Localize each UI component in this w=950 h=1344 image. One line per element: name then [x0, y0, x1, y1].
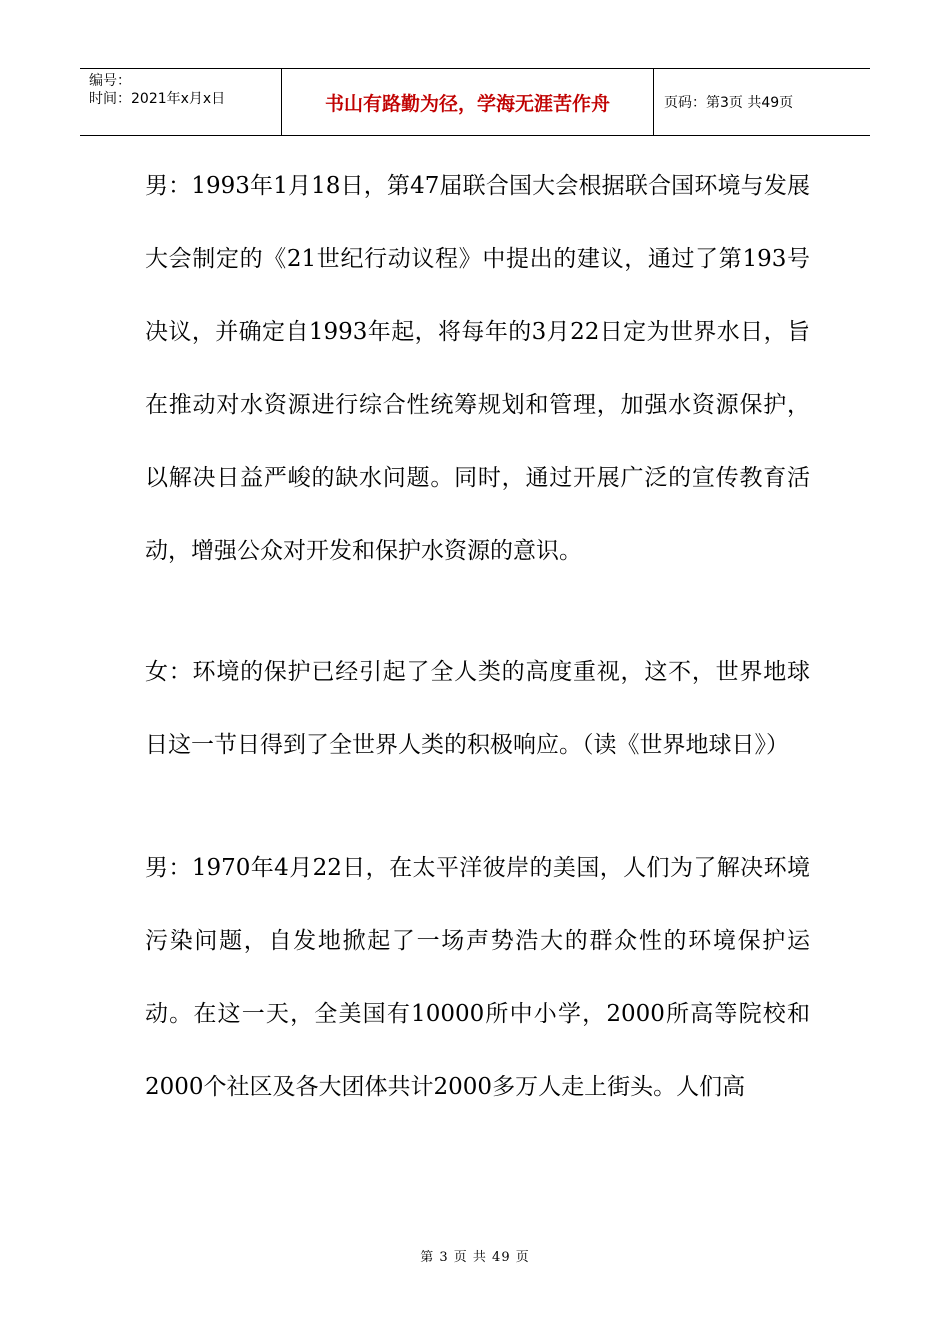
document-body	[145, 150, 810, 1124]
header-meta	[80, 69, 282, 135]
document-date: 时间：2021年x月x日	[89, 91, 226, 107]
page-header	[80, 68, 870, 136]
document-number-label: 编号：	[89, 73, 131, 89]
paragraph-female-1: 女：环境的保护已经引起了全人类的高度重视，这不，世界地球日这一节日得到了全世界人类的积极响应。（读《世界地球日》）	[145, 659, 810, 758]
paragraph-male-1: 男：1993年1月18日，第47届联合国大会根据联合国环境与发展大会制定的《21世纪行动议程》中提出的建议，通过了第193号决议，并确定自1993年起，将每年的3月22日定为世界水日，旨在推动对水资源进行综合性统筹规划和管理，加强水资源保护，以解决日益严峻的缺水问题。同时，通过开展广泛的宣传教育活动，增强公众对开发和保护水资源的意识。	[145, 173, 810, 564]
paragraph-male-2: 男：1970年4月22日，在太平洋彼岸的美国，人们为了解决环境污染问题，自发地掀起了一场声势浩大的群众性的环境保护运动。在这一天，全美国有10000所中小学，2000所高等院校和2000个社区及各大团体共计2000多万人走上街头。人们高	[145, 855, 810, 1100]
header-page-info: 页码：第3页 共49页	[664, 95, 794, 111]
page-footer: 第 3 页 共 49 页	[420, 1250, 530, 1265]
header-motto: 书山有路勤为径，学海无涯苦作舟	[282, 69, 654, 135]
